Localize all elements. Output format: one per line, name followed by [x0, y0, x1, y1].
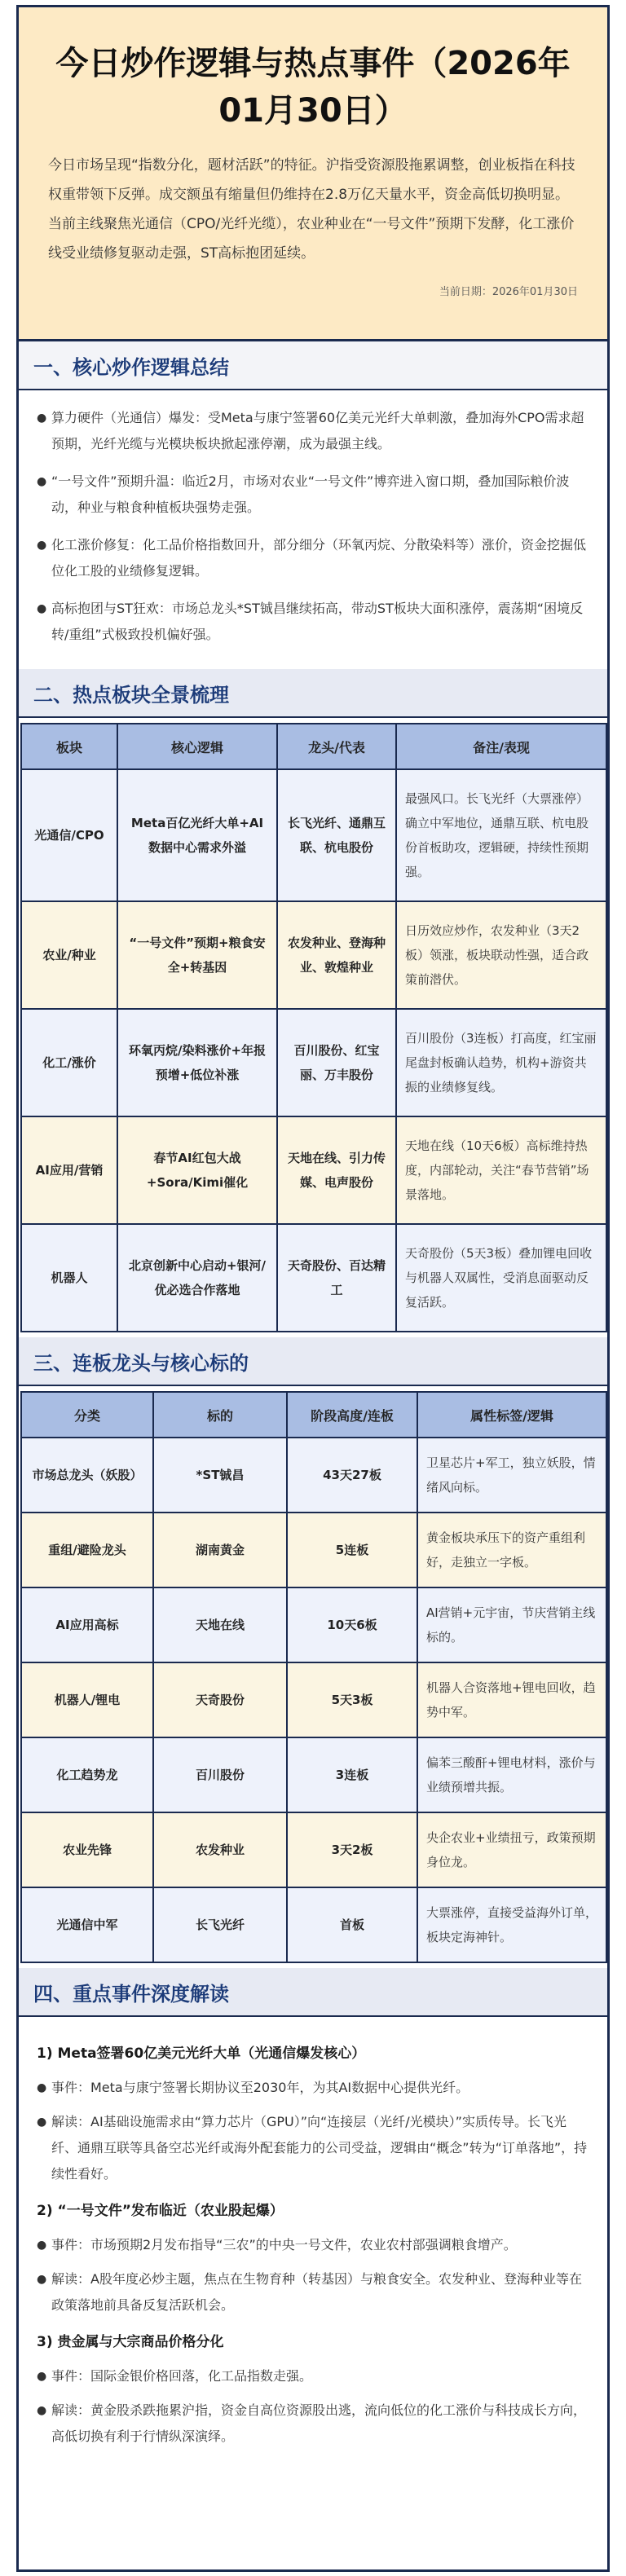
section2-title: 二、热点板块全景梳理	[19, 669, 607, 718]
event-heading: 2) “一号文件”发布临近（农业股起爆）	[37, 2203, 284, 2219]
bullet-icon: ●	[37, 475, 47, 488]
table-row	[21, 1887, 606, 1962]
table-cell: 偏苯三酸酐+锂电材料，涨价与业绩预增共振。	[417, 1737, 606, 1812]
list-item	[37, 532, 588, 584]
bullet-icon: ●	[37, 602, 47, 615]
table-header-row	[21, 1392, 606, 1438]
table-cell: 5连板	[287, 1513, 417, 1587]
table-row	[21, 901, 606, 1009]
column-header: 备注/表现	[396, 724, 606, 769]
table-row	[21, 1812, 606, 1887]
table-cell: 湖南黄金	[153, 1513, 287, 1587]
table-cell: 化工趋势龙	[21, 1737, 153, 1812]
table-row	[21, 1009, 606, 1116]
table-cell: 大票涨停，直接受益海外订单，板块定海神针。	[417, 1887, 606, 1962]
table-cell: AI营销+元宇宙，节庆营销主线标的。	[417, 1587, 606, 1662]
table-cell: 首板	[287, 1887, 417, 1962]
column-header: 龙头/代表	[277, 724, 396, 769]
table-cell: 最强风口。长飞光纤（大票涨停）确立中军地位，通鼎互联、杭电股份首板助攻，逻辑硬，持续性预期强。	[396, 769, 606, 901]
column-header: 属性标签/逻辑	[417, 1392, 606, 1438]
table-cell: 农业/种业	[21, 901, 117, 1009]
bullet-icon: ●	[37, 2273, 47, 2286]
table-cell: 农发种业、登海种业、敦煌种业	[277, 901, 396, 1009]
table-header-row	[21, 724, 606, 769]
table-cell: 机器人合资落地+锂电回收，趋势中军。	[417, 1662, 606, 1737]
bullet-icon: ●	[37, 539, 47, 552]
table-cell: 百川股份、红宝丽、万丰股份	[277, 1009, 396, 1116]
bullet-text: 算力硬件（光通信）爆发：受Meta与康宁签署60亿美元光纤大单刺激，叠加海外CPO需求超预期，光纤光缆与光模块板块掀起涨停潮，成为最强主线。	[51, 410, 584, 451]
column-header: 阶段高度/连板	[287, 1392, 417, 1438]
table-cell: Meta百亿光纤大单+AI数据中心需求外溢	[117, 769, 277, 901]
table-cell: 北京创新中心启动+银河/优必选合作落地	[117, 1224, 277, 1332]
column-header: 标的	[153, 1392, 287, 1438]
list-item	[37, 2109, 589, 2187]
column-header: 板块	[21, 724, 117, 769]
table-cell: 天地在线	[153, 1587, 287, 1662]
column-header: 分类	[21, 1392, 153, 1438]
section4-title: 四、重点事件深度解读	[19, 1968, 607, 2017]
table-cell: 天地在线（10天6板）高标维持热度，内部轮动，关注“春节营销”场景落地。	[396, 1116, 606, 1224]
report-date: 当前日期：2026年01月30日	[439, 286, 578, 298]
bullet-icon: ●	[37, 412, 47, 425]
table-row	[21, 1438, 606, 1513]
table-cell: AI应用高标	[21, 1587, 153, 1662]
table-row	[21, 1587, 606, 1662]
report-frame	[16, 5, 610, 2572]
table-cell: 机器人/锂电	[21, 1662, 153, 1737]
table-cell: 日历效应炒作，农发种业（3天2板）领涨，板块联动性强，适合政策前潜伏。	[396, 901, 606, 1009]
list-item	[37, 469, 588, 521]
bullet-text: 解读：黄金股杀跌拖累沪指，资金自高位资源股出逃，流向低位的化工涨价与科技成长方向，高低切换有利于行情纵深演绎。	[51, 2402, 587, 2444]
bullet-text: 事件：Meta与康宁签署长期协议至2030年，为其AI数据中心提供光纤。	[51, 2080, 470, 2095]
table-cell: “一号文件”预期+粮食安全+转基因	[117, 901, 277, 1009]
report-header	[19, 7, 607, 341]
table-cell: 光通信中军	[21, 1887, 153, 1962]
table-row	[21, 1116, 606, 1224]
section1-bullets	[19, 390, 607, 669]
table-cell: 天奇股份、百达精工	[277, 1224, 396, 1332]
table-cell: 春节AI红包大战+Sora/Kimi催化	[117, 1116, 277, 1224]
bullet-icon: ●	[37, 2116, 47, 2129]
event-analysis	[19, 2017, 607, 2471]
sector-table	[20, 723, 607, 1332]
list-item	[37, 2398, 589, 2450]
section3-title: 三、连板龙头与核心标的	[19, 1337, 607, 1386]
list-item	[37, 2266, 589, 2318]
table-cell: *ST铖昌	[153, 1438, 287, 1513]
table-cell: 黄金板块承压下的资产重组利好，走独立一字板。	[417, 1513, 606, 1587]
bullet-text: 解读：AI基础设施需求由“算力芯片（GPU）”向“连接层（光纤/光模块）”实质传导。长飞光纤、通鼎互联等具备空芯光纤或海外配套能力的公司受益，逻辑由“概念”转为“订单落地”，持续性看好。	[51, 2114, 588, 2182]
table-cell: 央企农业+业绩扭亏，政策预期身位龙。	[417, 1812, 606, 1887]
report-title: 今日炒作逻辑与热点事件（2026年01月30日）	[55, 45, 571, 130]
bullet-icon: ●	[37, 2370, 47, 2383]
table-row	[21, 769, 606, 901]
list-item	[37, 2075, 589, 2101]
table-cell: 农发种业	[153, 1812, 287, 1887]
table-cell: 卫星芯片+军工，独立妖股，情绪风向标。	[417, 1438, 606, 1513]
table-cell: 天奇股份（5天3板）叠加锂电回收与机器人双属性，受消息面驱动反复活跃。	[396, 1224, 606, 1332]
table-cell: AI应用/营销	[21, 1116, 117, 1224]
bullet-text: 高标抱团与ST狂欢：市场总龙头*ST铖昌继续拓高，带动ST板块大面积涨停，震荡期“困境反转/重组”式极致投机偏好强。	[51, 601, 584, 642]
report-intro: 今日市场呈现“指数分化，题材活跃”的特征。沪指受资源股拖累调整，创业板指在科技权重带领下反弹。成交额虽有缩量但仍维持在2.8万亿天量水平，资金高低切换明显。当前主线聚焦光通信（CPO/光纤光缆），农业种业在“一号文件”预期下发酵，化工涨价线受业绩修复驱动走强，ST高标抱团延续。	[48, 157, 575, 262]
table-cell: 重组/避险龙头	[21, 1513, 153, 1587]
table-cell: 市场总龙头（妖股）	[21, 1438, 153, 1513]
table-cell: 长飞光纤	[153, 1887, 287, 1962]
list-item	[37, 596, 588, 648]
section1-title: 一、核心炒作逻辑总结	[19, 341, 607, 390]
bullet-icon: ●	[37, 2081, 47, 2094]
table-cell: 10天6板	[287, 1587, 417, 1662]
table-cell: 天地在线、引力传媒、电声股份	[277, 1116, 396, 1224]
bullet-icon: ●	[37, 2404, 47, 2417]
bullet-text: 解读：A股年度必炒主题，焦点在生物育种（转基因）与粮食安全。农发种业、登海种业等在政策落地前具备反复活跃机会。	[51, 2271, 582, 2313]
table-row	[21, 1662, 606, 1737]
table-cell: 机器人	[21, 1224, 117, 1332]
event-heading: 3) 贵金属与大宗商品价格分化	[37, 2334, 224, 2350]
bullet-text: 事件：国际金银价格回落，化工品指数走强。	[51, 2368, 313, 2384]
table-row	[21, 1224, 606, 1332]
table-cell: 百川股份（3连板）打高度，红宝丽尾盘封板确认趋势，机构+游资共振的业绩修复线。	[396, 1009, 606, 1116]
table-cell: 5天3板	[287, 1662, 417, 1737]
table-cell: 长飞光纤、通鼎互联、杭电股份	[277, 769, 396, 901]
bullet-text: 化工涨价修复：化工品价格指数回升，部分细分（环氧丙烷、分散染料等）涨价，资金挖掘低位化工股的业绩修复逻辑。	[51, 537, 587, 579]
table-row	[21, 1513, 606, 1587]
table-cell: 环氧丙烷/染料涨价+年报预增+低位补涨	[117, 1009, 277, 1116]
column-header: 核心逻辑	[117, 724, 277, 769]
table-cell: 43天27板	[287, 1438, 417, 1513]
bullet-icon: ●	[37, 2239, 47, 2252]
table-row	[21, 1737, 606, 1812]
table-cell: 农业先锋	[21, 1812, 153, 1887]
event-heading: 1) Meta签署60亿美元光纤大单（光通信爆发核心）	[37, 2045, 366, 2062]
bullet-text: 事件：市场预期2月发布指导“三农”的中央一号文件，农业农村部强调粮食增产。	[51, 2237, 517, 2252]
list-item	[37, 405, 588, 457]
bullet-text: “一号文件”预期升温：临近2月，市场对农业“一号文件”博弈进入窗口期，叠加国际粮价波动，种业与粮食种植板块强势走强。	[51, 473, 570, 515]
leader-table	[20, 1391, 607, 1963]
table-cell: 3连板	[287, 1737, 417, 1812]
list-item	[37, 2232, 589, 2258]
table-cell: 化工/涨价	[21, 1009, 117, 1116]
list-item	[37, 2363, 589, 2389]
table-cell: 百川股份	[153, 1737, 287, 1812]
table-cell: 3天2板	[287, 1812, 417, 1887]
table-cell: 天奇股份	[153, 1662, 287, 1737]
table-cell: 光通信/CPO	[21, 769, 117, 901]
